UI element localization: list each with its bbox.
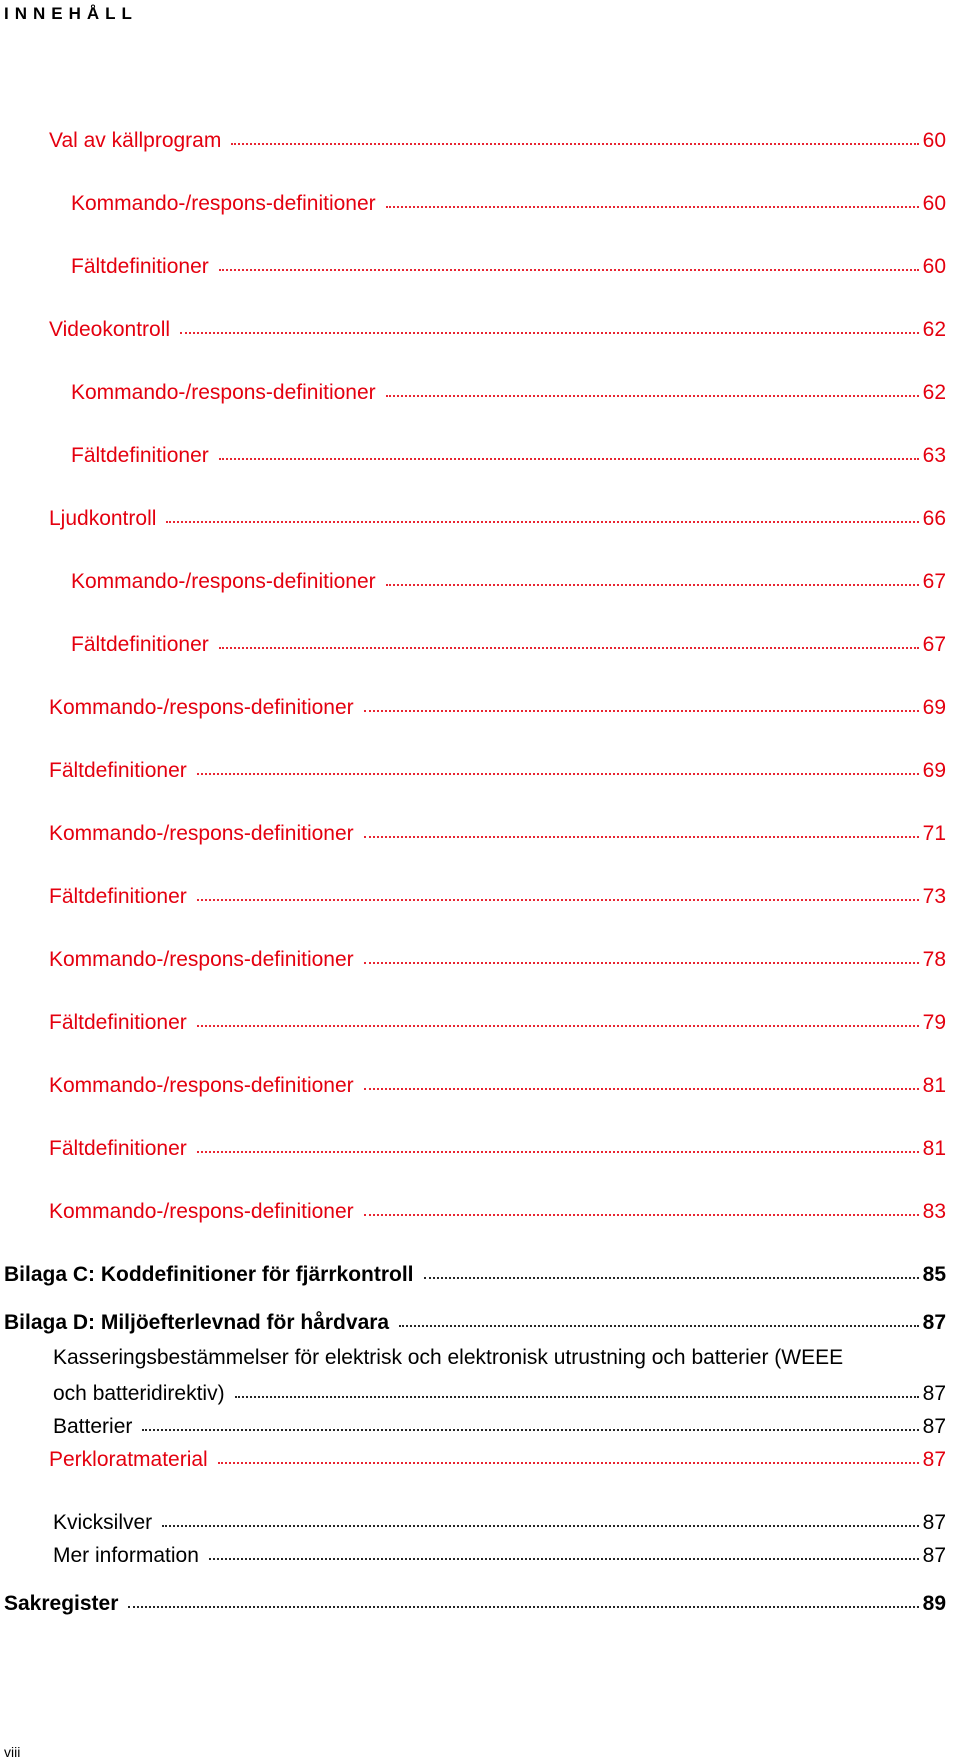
dot-leader: [386, 206, 919, 208]
toc-entry-page: 62: [922, 381, 946, 404]
toc-entry-page: 87: [922, 1544, 946, 1567]
toc-entry-page: 85: [922, 1263, 946, 1286]
toc-entry[interactable]: [49, 879, 946, 909]
toc-entry-title: Fältdefinitioner: [49, 1011, 187, 1034]
toc-entry-page: 87: [922, 1415, 946, 1438]
dot-leader: [219, 458, 919, 460]
toc-entry[interactable]: [49, 501, 946, 531]
toc-entry-title: Fältdefinitioner: [49, 885, 187, 908]
toc-entry-title: Kommando-/respons-definitioner: [49, 696, 354, 719]
toc-entry-page: 67: [922, 633, 946, 656]
toc-entry-page: 81: [922, 1137, 946, 1160]
dot-leader: [364, 1214, 919, 1216]
toc-entry[interactable]: [49, 1005, 946, 1035]
dot-leader: [364, 836, 919, 838]
toc-entry-title: Val av källprogram: [49, 129, 222, 152]
toc-entry-page: 69: [922, 759, 946, 782]
toc-entry[interactable]: [53, 1505, 946, 1535]
toc-entry-page: 78: [922, 948, 946, 971]
dot-leader: [218, 1462, 919, 1464]
toc-entry-page: 60: [922, 192, 946, 215]
toc-entry-page: 67: [922, 570, 946, 593]
dot-leader: [197, 899, 919, 901]
toc-section-entry[interactable]: [4, 1586, 946, 1616]
toc-entry-page: 87: [922, 1382, 946, 1405]
toc-entry-title-line1[interactable]: Kasseringsbestämmelser för elektrisk och elektronisk utrustning och batterier (WEEE: [53, 1346, 844, 1369]
toc-entry-page: 71: [922, 822, 946, 845]
toc-entry[interactable]: [49, 753, 946, 783]
toc-entry-title: Videokontroll: [49, 318, 171, 341]
dot-leader: [180, 332, 919, 334]
dot-leader: [386, 395, 919, 397]
toc-entry[interactable]: [53, 1376, 946, 1406]
dot-leader: [128, 1606, 918, 1608]
toc-entry[interactable]: [49, 123, 946, 153]
toc-entry-title: Kommando-/respons-definitioner: [71, 192, 376, 215]
dot-leader: [197, 1025, 919, 1027]
toc-entry-page: 69: [922, 696, 946, 719]
toc-entry-page: 81: [922, 1074, 946, 1097]
dot-leader: [197, 1151, 919, 1153]
toc-entry-title: Kommando-/respons-definitioner: [49, 822, 354, 845]
toc-entry-page: 87: [922, 1311, 946, 1334]
toc-entry-page: 83: [922, 1200, 946, 1223]
toc-entry-title: Batterier: [53, 1415, 133, 1438]
toc-entry-title: Kommando-/respons-definitioner: [49, 1200, 354, 1223]
toc-entry[interactable]: [71, 438, 946, 468]
toc-entry[interactable]: [49, 312, 946, 342]
dot-leader: [142, 1429, 918, 1431]
toc-entry[interactable]: [71, 249, 946, 279]
toc-entry-title: Fältdefinitioner: [49, 1137, 187, 1160]
dot-leader: [231, 143, 918, 145]
toc-entry-title: Fältdefinitioner: [71, 444, 209, 467]
dot-leader: [166, 521, 918, 523]
toc-entry[interactable]: [49, 1131, 946, 1161]
toc-section-entry[interactable]: [4, 1305, 946, 1335]
dot-leader: [364, 962, 919, 964]
toc-entry[interactable]: [49, 942, 946, 972]
dot-leader: [235, 1396, 919, 1398]
toc-entry[interactable]: [49, 690, 946, 720]
toc-entry-title: Kvicksilver: [53, 1511, 153, 1534]
toc-entry-page: 62: [922, 318, 946, 341]
dot-leader: [364, 1088, 919, 1090]
dot-leader: [386, 584, 919, 586]
toc-entry[interactable]: [49, 1068, 946, 1098]
toc-entry-title: Fältdefinitioner: [71, 633, 209, 656]
toc-entry-title: Kommando-/respons-definitioner: [49, 1074, 354, 1097]
dot-leader: [424, 1277, 919, 1279]
toc-entry-page: 87: [922, 1448, 946, 1471]
toc-entry-title: Fältdefinitioner: [49, 759, 187, 782]
dot-leader: [219, 269, 919, 271]
toc-entry-page: 73: [922, 885, 946, 908]
dot-leader: [219, 647, 919, 649]
toc-entry-page: 89: [922, 1592, 946, 1615]
dot-leader: [399, 1325, 919, 1327]
dot-leader: [197, 773, 919, 775]
dot-leader: [162, 1525, 918, 1527]
toc-entry-title: och batteridirektiv): [53, 1382, 225, 1405]
toc-entry-title: Sakregister: [4, 1592, 119, 1615]
toc-entry[interactable]: [71, 564, 946, 594]
toc-entry[interactable]: [71, 627, 946, 657]
toc-entry-title: Fältdefinitioner: [71, 255, 209, 278]
dot-leader: [364, 710, 919, 712]
toc-entry[interactable]: [53, 1538, 946, 1568]
toc-entry-title: Kommando-/respons-definitioner: [71, 381, 376, 404]
toc-entry[interactable]: [53, 1409, 946, 1439]
toc-entry[interactable]: [71, 186, 946, 216]
toc-entry[interactable]: [71, 375, 946, 405]
toc-entry-title: Bilaga C: Koddefinitioner för fjärrkontroll: [4, 1263, 414, 1286]
toc-entry[interactable]: [49, 1194, 946, 1224]
toc-entry-page: 60: [922, 129, 946, 152]
toc-entry-page: 79: [922, 1011, 946, 1034]
toc-entry-page: 63: [922, 444, 946, 467]
toc-entry-page: 66: [922, 507, 946, 530]
toc-entry[interactable]: [49, 816, 946, 846]
toc-entry-page: 87: [922, 1511, 946, 1534]
toc-entry-title: Mer information: [53, 1544, 199, 1567]
page-number-footer: viii: [4, 1744, 21, 1760]
dot-leader: [209, 1558, 919, 1560]
page-header: INNEHÅLL: [4, 4, 138, 23]
toc-entry-title: Ljudkontroll: [49, 507, 157, 530]
toc-entry-title: Bilaga D: Miljöefterlevnad för hårdvara: [4, 1311, 390, 1334]
toc-entry-title: Perkloratmaterial: [49, 1448, 208, 1471]
toc-entry[interactable]: [49, 1442, 946, 1472]
toc-entry-page: 60: [922, 255, 946, 278]
toc-entry-title: Kommando-/respons-definitioner: [71, 570, 376, 593]
toc-entry-title: Kommando-/respons-definitioner: [49, 948, 354, 971]
toc-section-entry[interactable]: [4, 1257, 946, 1287]
